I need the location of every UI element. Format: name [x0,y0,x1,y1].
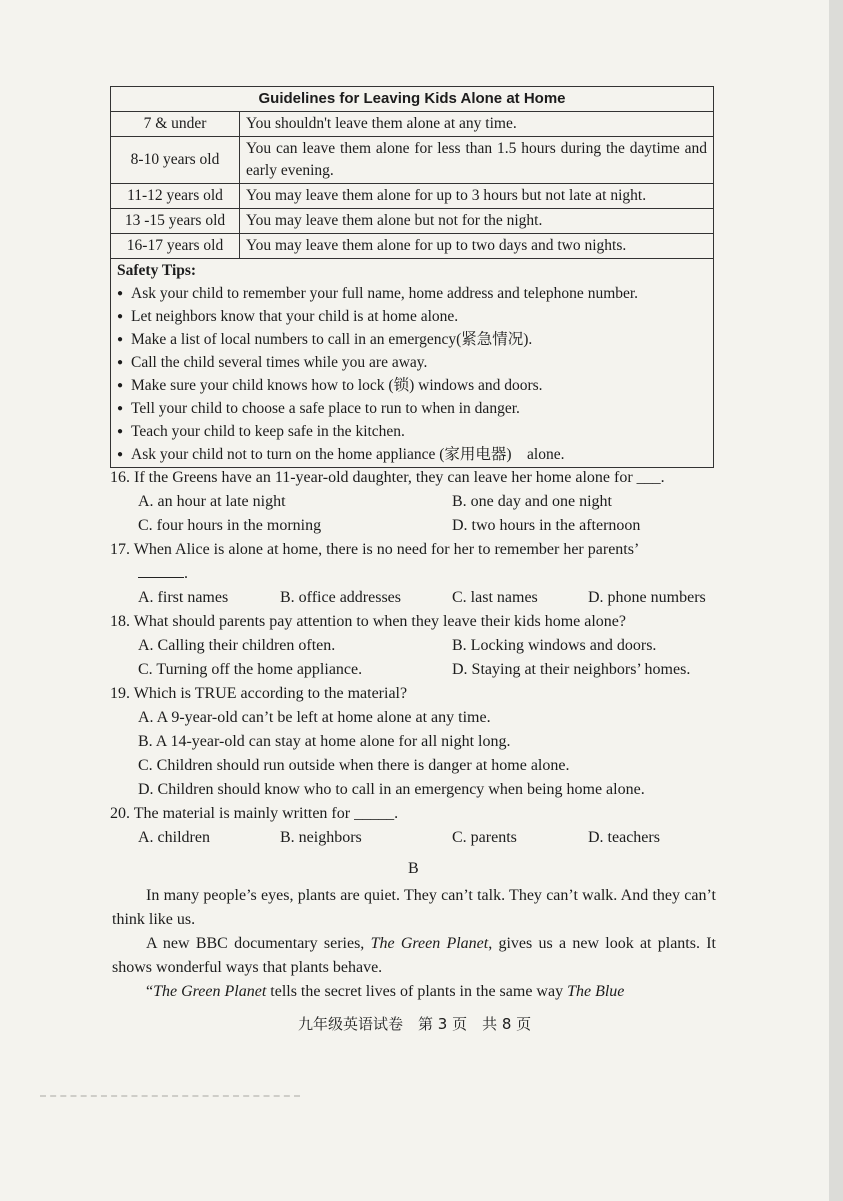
table-row [111,137,714,184]
bullet-icon: ● [117,288,124,299]
table-row [111,234,714,259]
q17-option-a: A. first names [138,589,229,606]
tip-item: ● Ask your child to remember your full name, home address and telephone number. [117,282,707,305]
guidelines-table [110,86,714,468]
age-cell: 7 & under [111,112,240,137]
rule-cell: You may leave them alone but not for the night. [240,209,714,234]
tip-item: ● Tell your child to choose a safe place to run to when in danger. [117,397,707,420]
rule-cell: You shouldn't leave them alone at any time. [240,112,714,137]
q19-option-b: B. A 14-year-old can stay at home alone for all night long. [138,733,511,750]
tips-title: Safety Tips: [117,262,197,279]
table-row [111,112,714,137]
passage-paragraph-2: A new BBC documentary series, The Green Planet, gives us a new look at plants. It shows wonderful ways that plants behave. [112,935,717,976]
q20-option-a: A. children [138,829,210,846]
age-cell: 11-12 years old [111,184,240,209]
q18-option-d: D. Staying at their neighbors’ homes. [452,661,691,678]
q16-option-b: B. one day and one night [452,493,612,510]
question-18: 18. What should parents pay attention to when they leave their kids home alone? [110,613,627,630]
bullet-icon: ● [117,357,124,368]
q16-option-c: C. four hours in the morning [138,517,322,534]
q16-option-a: A. an hour at late night [138,493,286,510]
question-19: 19. Which is TRUE according to the material? [110,685,408,702]
tip-item: ● Make a list of local numbers to call in an emergency(紧急情况). [117,328,707,351]
q19-option-d: D. Children should know who to call in an emergency when being home alone. [138,781,645,798]
tip-item: ● Call the child several times while you are away. [117,351,707,374]
q19-option-c: C. Children should run outside when there is danger at home alone. [138,757,570,774]
q18-option-c: C. Turning off the home appliance. [138,661,363,678]
answer-blank [138,563,184,578]
passage-paragraph-1: In many people’s eyes, plants are quiet. They can’t talk. They can’t walk. And they can’t think like us. [112,887,716,928]
question-16: 16. If the Greens have an 11-year-old daughter, they can leave her home alone for ___. [110,469,665,486]
page-edge-shadow [829,0,843,1201]
bullet-icon: ● [117,403,124,414]
q16-option-d: D. two hours in the afternoon [452,517,641,534]
bullet-icon: ● [117,311,124,322]
q19-option-a: A. A 9-year-old can’t be left at home alone at any time. [138,709,491,726]
section-heading: B [408,860,419,877]
bullet-icon: ● [117,449,124,460]
question-20: 20. The material is mainly written for _____. [110,805,399,822]
tip-item: ● Teach your child to keep safe in the kitchen. [117,420,707,443]
bullet-icon: ● [117,426,124,437]
table-row [111,184,714,209]
table-title: Guidelines for Leaving Kids Alone at Home [111,87,714,112]
passage-paragraph-3: “The Green Planet tells the secret lives of plants in the same way The Blue [146,983,625,1000]
rule-cell: You may leave them alone for up to 3 hours but not late at night. [240,184,714,209]
page-footer: 九年级英语试卷 第 3 页 共 8 页 [298,1015,532,1033]
rule-cell: You may leave them alone for up to two days and two nights. [240,234,714,259]
q20-option-d: D. teachers [588,829,660,846]
question-17-blank: . [138,562,188,586]
bullet-icon: ● [117,334,124,345]
bullet-icon: ● [117,380,124,391]
question-17: 17. When Alice is alone at home, there is no need for her to remember her parents’ [110,541,640,558]
safety-tips [111,259,714,468]
age-cell: 16-17 years old [111,234,240,259]
rule-cell: You can leave them alone for less than 1.5 hours during the daytime and early evening. [240,137,714,184]
q17-option-b: B. office addresses [280,589,401,606]
q18-option-b: B. Locking windows and doors. [452,637,657,654]
age-cell: 8-10 years old [111,137,240,184]
table-row [111,209,714,234]
scan-marks [40,1095,300,1103]
q17-option-d: D. phone numbers [588,589,706,606]
tip-item: ● Let neighbors know that your child is at home alone. [117,305,707,328]
tip-item: ● Ask your child not to turn on the home appliance (家用电器) alone. [117,443,707,466]
q20-option-c: C. parents [452,829,517,846]
q17-option-c: C. last names [452,589,538,606]
q18-option-a: A. Calling their children often. [138,637,336,654]
tip-item: ● Make sure your child knows how to lock (锁) windows and doors. [117,374,707,397]
age-cell: 13 -15 years old [111,209,240,234]
q20-option-b: B. neighbors [280,829,362,846]
